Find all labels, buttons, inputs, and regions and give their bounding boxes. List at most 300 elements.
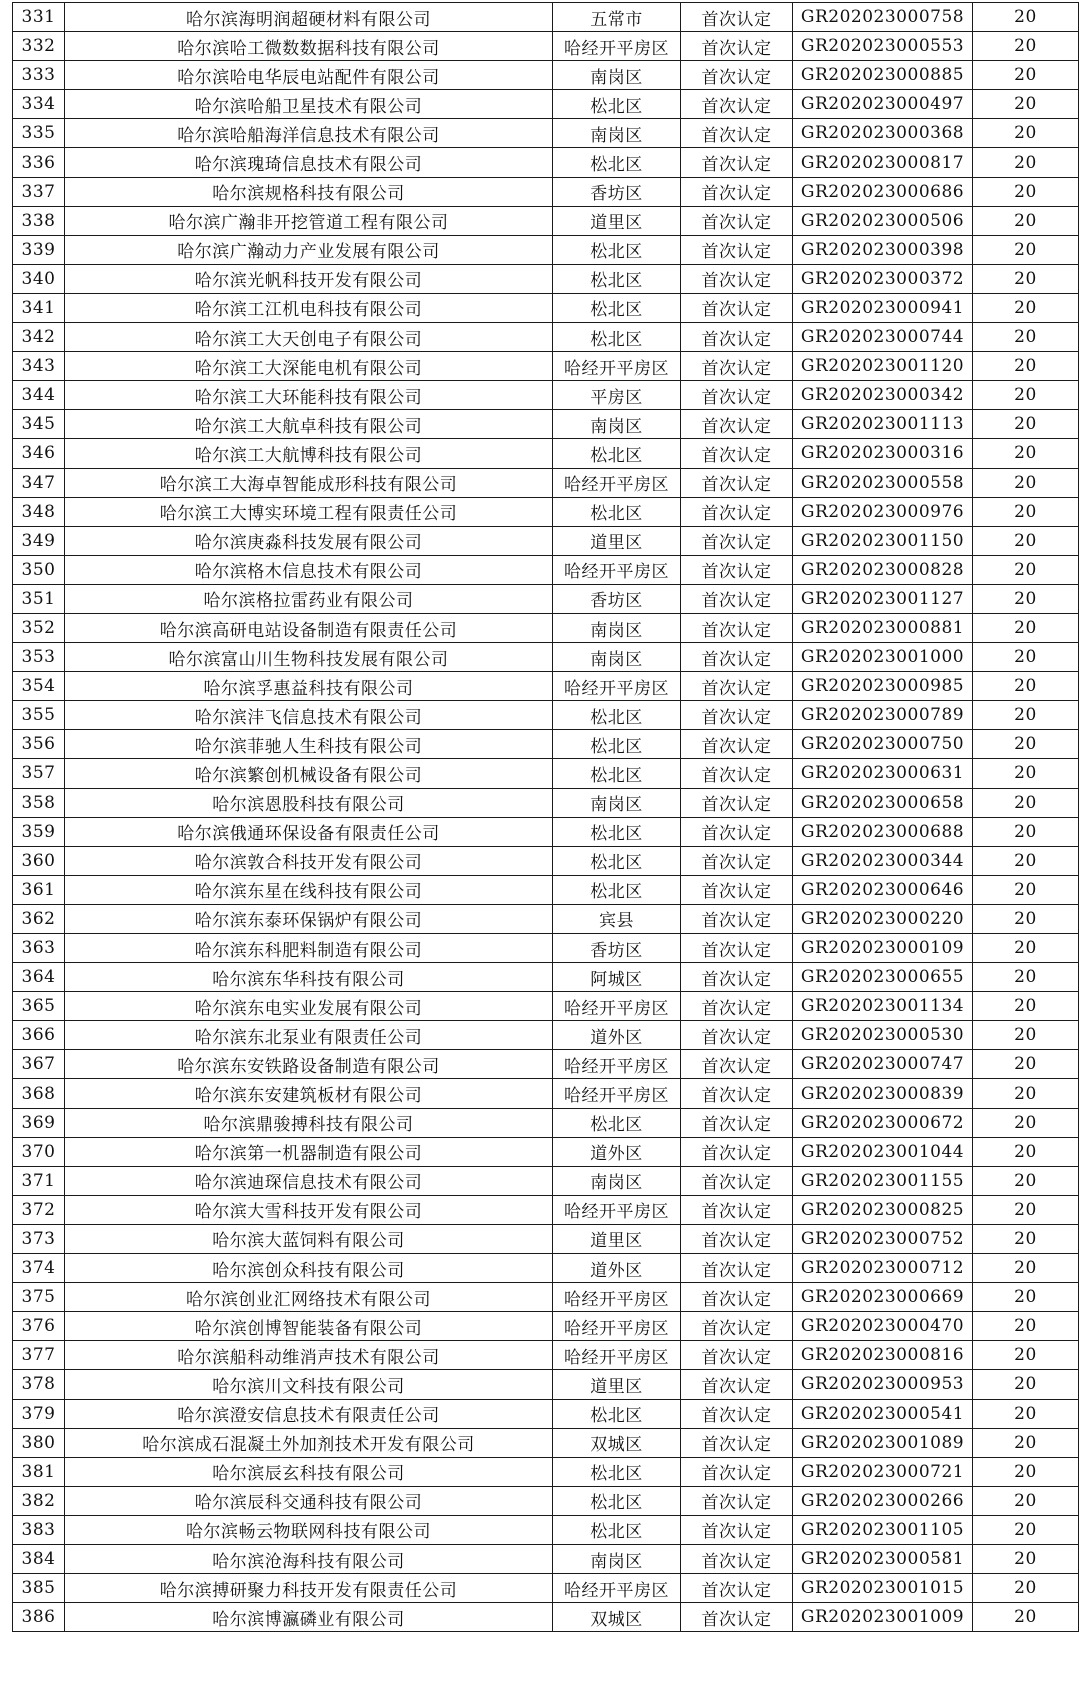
certificate-code-cell: GR202023000752 [793,1224,973,1253]
certificate-code-cell: GR202023000646 [793,875,973,904]
certificate-code-cell: GR202023001134 [793,992,973,1021]
certificate-code-cell: GR202023000839 [793,1079,973,1108]
district-cell: 松北区 [553,1515,681,1544]
recognition-type-cell: 首次认定 [681,206,793,235]
score-cell: 20 [973,992,1079,1021]
score-cell: 20 [973,701,1079,730]
recognition-type-cell: 首次认定 [681,1021,793,1050]
district-cell: 松北区 [553,90,681,119]
row-number-cell: 341 [13,293,65,322]
certificate-code-cell: GR202023001127 [793,584,973,613]
row-number-cell: 383 [13,1515,65,1544]
company-name-cell: 哈尔滨辰玄科技有限公司 [65,1457,553,1486]
district-cell: 哈经开平房区 [553,672,681,701]
district-cell: 松北区 [553,148,681,177]
certificate-code-cell: GR202023000744 [793,323,973,352]
score-cell: 20 [973,381,1079,410]
company-name-cell: 哈尔滨格拉雷药业有限公司 [65,584,553,613]
table-row [13,177,1079,206]
company-name-cell: 哈尔滨广瀚非开挖管道工程有限公司 [65,206,553,235]
table-row [13,1050,1079,1079]
score-cell: 20 [973,1515,1079,1544]
company-name-cell: 哈尔滨高研电站设备制造有限责任公司 [65,613,553,642]
recognition-type-cell: 首次认定 [681,1312,793,1341]
district-cell: 双城区 [553,1428,681,1457]
row-number-cell: 359 [13,817,65,846]
certificate-code-cell: GR202023001015 [793,1574,973,1603]
recognition-type-cell: 首次认定 [681,1050,793,1079]
score-cell: 20 [973,1254,1079,1283]
table-row [13,613,1079,642]
table-row [13,1224,1079,1253]
company-name-cell: 哈尔滨第一机器制造有限公司 [65,1137,553,1166]
score-cell: 20 [973,1603,1079,1632]
row-number-cell: 377 [13,1341,65,1370]
recognition-type-cell: 首次认定 [681,1166,793,1195]
company-name-cell: 哈尔滨创业汇网络技术有限公司 [65,1283,553,1312]
table-row [13,1544,1079,1573]
table-row [13,293,1079,322]
score-cell: 20 [973,264,1079,293]
district-cell: 香坊区 [553,934,681,963]
certificate-code-cell: GR202023000712 [793,1254,973,1283]
recognition-type-cell: 首次认定 [681,701,793,730]
district-cell: 南岗区 [553,61,681,90]
score-cell: 20 [973,148,1079,177]
certificate-code-cell: GR202023000688 [793,817,973,846]
table-row [13,875,1079,904]
score-cell: 20 [973,1021,1079,1050]
district-cell: 松北区 [553,817,681,846]
district-cell: 哈经开平房区 [553,1050,681,1079]
recognition-type-cell: 首次认定 [681,293,793,322]
row-number-cell: 343 [13,352,65,381]
certificate-code-cell: GR202023001105 [793,1515,973,1544]
row-number-cell: 342 [13,323,65,352]
table-row [13,1370,1079,1399]
certificate-code-cell: GR202023000953 [793,1370,973,1399]
company-name-cell: 哈尔滨工大航博科技有限公司 [65,439,553,468]
certificate-code-cell: GR202023000581 [793,1544,973,1573]
table-row [13,992,1079,1021]
certificate-code-cell: GR202023000497 [793,90,973,119]
row-number-cell: 355 [13,701,65,730]
table-row [13,1603,1079,1632]
district-cell: 松北区 [553,293,681,322]
recognition-type-cell: 首次认定 [681,177,793,206]
score-cell: 20 [973,846,1079,875]
score-cell: 20 [973,1486,1079,1515]
company-name-cell: 哈尔滨工江机电科技有限公司 [65,293,553,322]
table-row [13,904,1079,933]
district-cell: 松北区 [553,875,681,904]
district-cell: 哈经开平房区 [553,1574,681,1603]
district-cell: 松北区 [553,759,681,788]
company-name-cell: 哈尔滨工大天创电子有限公司 [65,323,553,352]
score-cell: 20 [973,1108,1079,1137]
row-number-cell: 365 [13,992,65,1021]
recognition-type-cell: 首次认定 [681,1370,793,1399]
row-number-cell: 369 [13,1108,65,1137]
company-name-cell: 哈尔滨东星在线科技有限公司 [65,875,553,904]
district-cell: 哈经开平房区 [553,32,681,61]
table-row [13,643,1079,672]
company-name-cell: 哈尔滨大蓝饲料有限公司 [65,1224,553,1253]
recognition-type-cell: 首次认定 [681,32,793,61]
certificate-code-cell: GR202023001155 [793,1166,973,1195]
certificate-code-cell: GR202023001120 [793,352,973,381]
score-cell: 20 [973,526,1079,555]
company-name-cell: 哈尔滨东安铁路设备制造有限公司 [65,1050,553,1079]
company-name-cell: 哈尔滨沣飞信息技术有限公司 [65,701,553,730]
district-cell: 哈经开平房区 [553,1195,681,1224]
recognition-type-cell: 首次认定 [681,904,793,933]
recognition-type-cell: 首次认定 [681,381,793,410]
row-number-cell: 357 [13,759,65,788]
certificate-code-cell: GR202023000553 [793,32,973,61]
row-number-cell: 368 [13,1079,65,1108]
district-cell: 南岗区 [553,1166,681,1195]
row-number-cell: 382 [13,1486,65,1515]
recognition-type-cell: 首次认定 [681,3,793,32]
score-cell: 20 [973,61,1079,90]
recognition-type-cell: 首次认定 [681,439,793,468]
district-cell: 宾县 [553,904,681,933]
table-row [13,1341,1079,1370]
score-cell: 20 [973,788,1079,817]
recognition-type-cell: 首次认定 [681,1603,793,1632]
score-cell: 20 [973,90,1079,119]
district-cell: 南岗区 [553,643,681,672]
company-name-cell: 哈尔滨瑰琦信息技术有限公司 [65,148,553,177]
district-cell: 平房区 [553,381,681,410]
table-row [13,1021,1079,1050]
certificate-code-cell: GR202023000558 [793,468,973,497]
certificate-code-cell: GR202023000316 [793,439,973,468]
recognition-type-cell: 首次认定 [681,817,793,846]
table-row [13,526,1079,555]
recognition-type-cell: 首次认定 [681,119,793,148]
district-cell: 道外区 [553,1137,681,1166]
row-number-cell: 334 [13,90,65,119]
table-row [13,934,1079,963]
score-cell: 20 [973,759,1079,788]
district-cell: 哈经开平房区 [553,352,681,381]
company-name-cell: 哈尔滨广瀚动力产业发展有限公司 [65,235,553,264]
recognition-type-cell: 首次认定 [681,497,793,526]
recognition-type-cell: 首次认定 [681,992,793,1021]
recognition-type-cell: 首次认定 [681,1341,793,1370]
recognition-type-cell: 首次认定 [681,584,793,613]
recognition-type-cell: 首次认定 [681,555,793,584]
certificate-code-cell: GR202023000881 [793,613,973,642]
row-number-cell: 352 [13,613,65,642]
table-row [13,817,1079,846]
company-name-cell: 哈尔滨辰科交通科技有限公司 [65,1486,553,1515]
company-name-cell: 哈尔滨东科肥料制造有限公司 [65,934,553,963]
table-row [13,468,1079,497]
row-number-cell: 349 [13,526,65,555]
district-cell: 哈经开平房区 [553,1283,681,1312]
table-row [13,701,1079,730]
certificate-code-cell: GR202023000985 [793,672,973,701]
certificate-code-cell: GR202023000541 [793,1399,973,1428]
company-name-cell: 哈尔滨创博智能装备有限公司 [65,1312,553,1341]
recognition-type-cell: 首次认定 [681,1079,793,1108]
table-row [13,963,1079,992]
company-name-cell: 哈尔滨成石混凝土外加剂技术开发有限公司 [65,1428,553,1457]
recognition-type-cell: 首次认定 [681,1254,793,1283]
district-cell: 南岗区 [553,410,681,439]
table-row [13,90,1079,119]
table-row [13,1283,1079,1312]
score-cell: 20 [973,3,1079,32]
district-cell: 松北区 [553,1108,681,1137]
company-name-cell: 哈尔滨哈船海洋信息技术有限公司 [65,119,553,148]
certificate-code-cell: GR202023000758 [793,3,973,32]
company-name-cell: 哈尔滨澄安信息技术有限责任公司 [65,1399,553,1428]
recognition-type-cell: 首次认定 [681,1399,793,1428]
district-cell: 哈经开平房区 [553,992,681,1021]
table-row [13,3,1079,32]
recognition-type-cell: 首次认定 [681,672,793,701]
company-name-cell: 哈尔滨东华科技有限公司 [65,963,553,992]
score-cell: 20 [973,1224,1079,1253]
certificate-code-cell: GR202023000398 [793,235,973,264]
recognition-type-cell: 首次认定 [681,468,793,497]
table-row [13,235,1079,264]
score-cell: 20 [973,1370,1079,1399]
company-name-cell: 哈尔滨光帆科技开发有限公司 [65,264,553,293]
row-number-cell: 331 [13,3,65,32]
district-cell: 哈经开平房区 [553,1312,681,1341]
table-row [13,439,1079,468]
recognition-type-cell: 首次认定 [681,526,793,555]
district-cell: 香坊区 [553,584,681,613]
certificate-code-cell: GR202023000885 [793,61,973,90]
district-cell: 松北区 [553,497,681,526]
certificate-code-cell: GR202023001113 [793,410,973,439]
district-cell: 松北区 [553,730,681,759]
row-number-cell: 340 [13,264,65,293]
district-cell: 南岗区 [553,119,681,148]
score-cell: 20 [973,1050,1079,1079]
row-number-cell: 354 [13,672,65,701]
company-name-cell: 哈尔滨敦合科技开发有限公司 [65,846,553,875]
table-row [13,1137,1079,1166]
district-cell: 阿城区 [553,963,681,992]
row-number-cell: 351 [13,584,65,613]
score-cell: 20 [973,352,1079,381]
certificate-code-cell: GR202023000672 [793,1108,973,1137]
row-number-cell: 356 [13,730,65,759]
score-cell: 20 [973,32,1079,61]
table-row [13,1428,1079,1457]
certificate-code-cell: GR202023000828 [793,555,973,584]
certificate-code-cell: GR202023000530 [793,1021,973,1050]
district-cell: 南岗区 [553,1544,681,1573]
score-cell: 20 [973,206,1079,235]
row-number-cell: 358 [13,788,65,817]
district-cell: 松北区 [553,846,681,875]
recognition-type-cell: 首次认定 [681,410,793,439]
recognition-type-cell: 首次认定 [681,643,793,672]
district-cell: 哈经开平房区 [553,1079,681,1108]
certificate-code-cell: GR202023001150 [793,526,973,555]
district-cell: 道外区 [553,1254,681,1283]
row-number-cell: 346 [13,439,65,468]
row-number-cell: 375 [13,1283,65,1312]
certificate-code-cell: GR202023000669 [793,1283,973,1312]
score-cell: 20 [973,1544,1079,1573]
table-row [13,1457,1079,1486]
score-cell: 20 [973,555,1079,584]
recognition-type-cell: 首次认定 [681,613,793,642]
company-name-cell: 哈尔滨菲驰人生科技有限公司 [65,730,553,759]
company-name-cell: 哈尔滨船科动维消声技术有限公司 [65,1341,553,1370]
district-cell: 香坊区 [553,177,681,206]
company-name-cell: 哈尔滨大雪科技开发有限公司 [65,1195,553,1224]
score-cell: 20 [973,934,1079,963]
company-name-cell: 哈尔滨富山川生物科技发展有限公司 [65,643,553,672]
certificate-code-cell: GR202023001000 [793,643,973,672]
certificate-code-cell: GR202023000109 [793,934,973,963]
row-number-cell: 370 [13,1137,65,1166]
enterprise-list-table [12,2,1079,1632]
recognition-type-cell: 首次认定 [681,1108,793,1137]
score-cell: 20 [973,468,1079,497]
table-row [13,1574,1079,1603]
row-number-cell: 339 [13,235,65,264]
district-cell: 松北区 [553,1399,681,1428]
company-name-cell: 哈尔滨创众科技有限公司 [65,1254,553,1283]
row-number-cell: 384 [13,1544,65,1573]
table-row [13,584,1079,613]
row-number-cell: 338 [13,206,65,235]
district-cell: 松北区 [553,264,681,293]
recognition-type-cell: 首次认定 [681,1195,793,1224]
row-number-cell: 336 [13,148,65,177]
district-cell: 松北区 [553,323,681,352]
score-cell: 20 [973,235,1079,264]
recognition-type-cell: 首次认定 [681,759,793,788]
company-name-cell: 哈尔滨东泰环保锅炉有限公司 [65,904,553,933]
company-name-cell: 哈尔滨哈电华辰电站配件有限公司 [65,61,553,90]
company-name-cell: 哈尔滨川文科技有限公司 [65,1370,553,1399]
company-name-cell: 哈尔滨庚淼科技发展有限公司 [65,526,553,555]
table-row [13,788,1079,817]
certificate-code-cell: GR202023001089 [793,1428,973,1457]
row-number-cell: 348 [13,497,65,526]
score-cell: 20 [973,410,1079,439]
recognition-type-cell: 首次认定 [681,1486,793,1515]
table-row [13,352,1079,381]
company-name-cell: 哈尔滨孚惠益科技有限公司 [65,672,553,701]
company-name-cell: 哈尔滨俄通环保设备有限责任公司 [65,817,553,846]
district-cell: 松北区 [553,1457,681,1486]
recognition-type-cell: 首次认定 [681,730,793,759]
recognition-type-cell: 首次认定 [681,1515,793,1544]
score-cell: 20 [973,1137,1079,1166]
company-name-cell: 哈尔滨东安建筑板材有限公司 [65,1079,553,1108]
company-name-cell: 哈尔滨畅云物联网科技有限公司 [65,1515,553,1544]
recognition-type-cell: 首次认定 [681,875,793,904]
table-body [13,3,1079,1632]
table-row [13,206,1079,235]
score-cell: 20 [973,1195,1079,1224]
score-cell: 20 [973,817,1079,846]
certificate-code-cell: GR202023000976 [793,497,973,526]
table-row [13,119,1079,148]
score-cell: 20 [973,730,1079,759]
table-row [13,32,1079,61]
company-name-cell: 哈尔滨格木信息技术有限公司 [65,555,553,584]
row-number-cell: 386 [13,1603,65,1632]
row-number-cell: 378 [13,1370,65,1399]
recognition-type-cell: 首次认定 [681,352,793,381]
score-cell: 20 [973,904,1079,933]
recognition-type-cell: 首次认定 [681,846,793,875]
company-name-cell: 哈尔滨迪琛信息技术有限公司 [65,1166,553,1195]
score-cell: 20 [973,1341,1079,1370]
certificate-code-cell: GR202023000266 [793,1486,973,1515]
company-name-cell: 哈尔滨哈船卫星技术有限公司 [65,90,553,119]
table-row [13,672,1079,701]
company-name-cell: 哈尔滨沧海科技有限公司 [65,1544,553,1573]
certificate-code-cell: GR202023000368 [793,119,973,148]
table-row [13,381,1079,410]
score-cell: 20 [973,613,1079,642]
recognition-type-cell: 首次认定 [681,1428,793,1457]
table-row [13,1195,1079,1224]
certificate-code-cell: GR202023000825 [793,1195,973,1224]
table-row [13,846,1079,875]
table-row [13,1079,1079,1108]
table-row [13,1515,1079,1544]
row-number-cell: 361 [13,875,65,904]
recognition-type-cell: 首次认定 [681,1137,793,1166]
table-row [13,1399,1079,1428]
recognition-type-cell: 首次认定 [681,1574,793,1603]
table-row [13,1486,1079,1515]
row-number-cell: 364 [13,963,65,992]
district-cell: 哈经开平房区 [553,555,681,584]
row-number-cell: 337 [13,177,65,206]
company-name-cell: 哈尔滨恩股科技有限公司 [65,788,553,817]
recognition-type-cell: 首次认定 [681,1544,793,1573]
certificate-code-cell: GR202023000941 [793,293,973,322]
row-number-cell: 350 [13,555,65,584]
recognition-type-cell: 首次认定 [681,235,793,264]
company-name-cell: 哈尔滨东北泵业有限责任公司 [65,1021,553,1050]
company-name-cell: 哈尔滨工大环能科技有限公司 [65,381,553,410]
row-number-cell: 367 [13,1050,65,1079]
table-row [13,61,1079,90]
table-row [13,1108,1079,1137]
table-row [13,323,1079,352]
recognition-type-cell: 首次认定 [681,1457,793,1486]
district-cell: 道里区 [553,1224,681,1253]
district-cell: 五常市 [553,3,681,32]
company-name-cell: 哈尔滨博瀛磷业有限公司 [65,1603,553,1632]
score-cell: 20 [973,875,1079,904]
score-cell: 20 [973,963,1079,992]
certificate-code-cell: GR202023000750 [793,730,973,759]
table-row [13,1254,1079,1283]
district-cell: 哈经开平房区 [553,468,681,497]
company-name-cell: 哈尔滨工大博实环境工程有限责任公司 [65,497,553,526]
row-number-cell: 379 [13,1399,65,1428]
